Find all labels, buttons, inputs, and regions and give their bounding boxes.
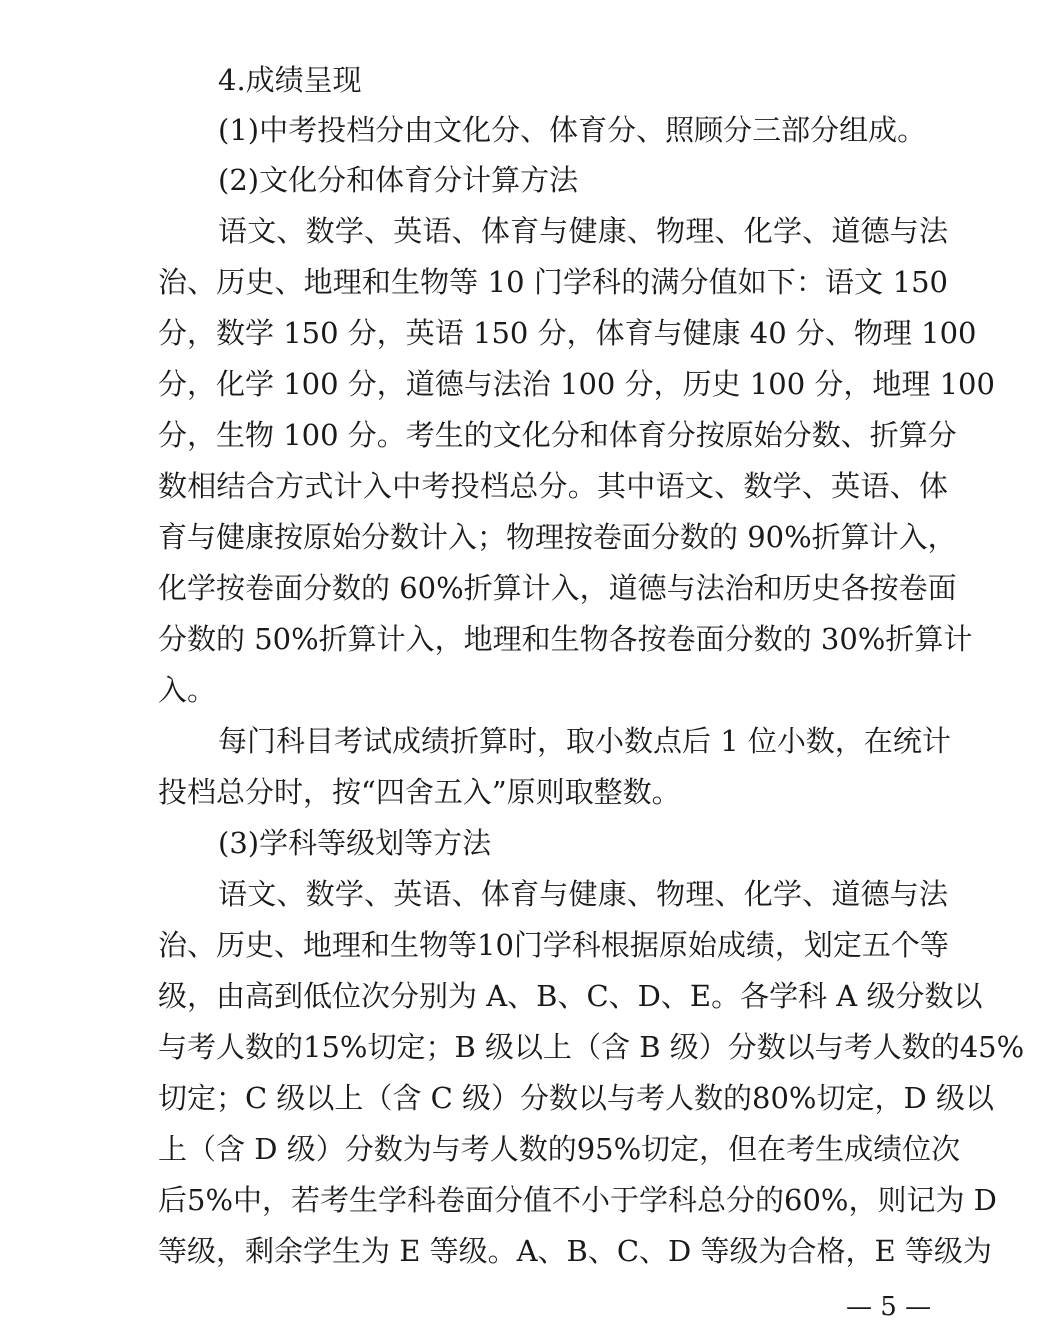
paragraph-line: 切定；C 级以上（含 C 级）分数以与考人数的80%切定，D 级以 <box>158 1081 994 1115</box>
paragraph-line: 化学按卷面分数的 60%折算计入，道德与法治和历史各按卷面 <box>158 571 957 605</box>
paragraph-line: 数相结合方式计入中考投档总分。其中语文、数学、英语、体 <box>158 469 948 503</box>
paragraph-line: 语文、数学、英语、体育与健康、物理、化学、道德与法 <box>218 214 948 248</box>
paragraph-line: 育与健康按原始分数计入；物理按卷面分数的 90%折算计入， <box>158 520 957 554</box>
paragraph-line: 等级，剩余学生为 E 等级。A、B、C、D 等级为合格，E 等级为 <box>158 1234 992 1268</box>
subsection-heading: (3)学科等级划等方法 <box>218 826 492 860</box>
page-number: — 5 — <box>846 1292 932 1322</box>
paragraph-line: 分，数学 150 分，英语 150 分，体育与健康 40 分、物理 100 <box>158 316 977 350</box>
paragraph-line: 级，由高到低位次分别为 A、B、C、D、E。各学科 A 级分数以 <box>158 979 983 1013</box>
paragraph-line: 与考人数的15%切定；B 级以上（含 B 级）分数以与考人数的45% <box>158 1030 1025 1064</box>
paragraph-line: 分，生物 100 分。考生的文化分和体育分按原始分数、折算分 <box>158 418 957 452</box>
section-heading: 4.成绩呈现 <box>218 63 362 97</box>
paragraph-line: 分数的 50%折算计入，地理和生物各按卷面分数的 30%折算计 <box>158 622 973 656</box>
paragraph-line: 投档总分时，按“四舍五入”原则取整数。 <box>158 775 681 809</box>
paragraph-line: 治、历史、地理和生物等 10 门学科的满分值如下：语文 150 <box>158 265 948 299</box>
paragraph-line: 治、历史、地理和生物等10门学科根据原始成绩，划定五个等 <box>158 928 949 962</box>
paragraph-line: 每门科目考试成绩折算时，取小数点后 1 位小数，在统计 <box>218 724 951 758</box>
paragraph-line: 上（含 D 级）分数为与考人数的95%切定，但在考生成绩位次 <box>158 1132 961 1166</box>
paragraph-line: (1)中考投档分由文化分、体育分、照顾分三部分组成。 <box>218 113 927 147</box>
subsection-heading: (2)文化分和体育分计算方法 <box>218 163 579 197</box>
paragraph-line: 分，化学 100 分，道德与法治 100 分，历史 100 分，地理 100 <box>158 367 995 401</box>
paragraph-line: 后5%中，若考生学科卷面分值不小于学科总分的60%，则记为 D <box>158 1183 997 1217</box>
paragraph-line: 入。 <box>158 673 217 707</box>
paragraph-line: 语文、数学、英语、体育与健康、物理、化学、道德与法 <box>218 877 948 911</box>
